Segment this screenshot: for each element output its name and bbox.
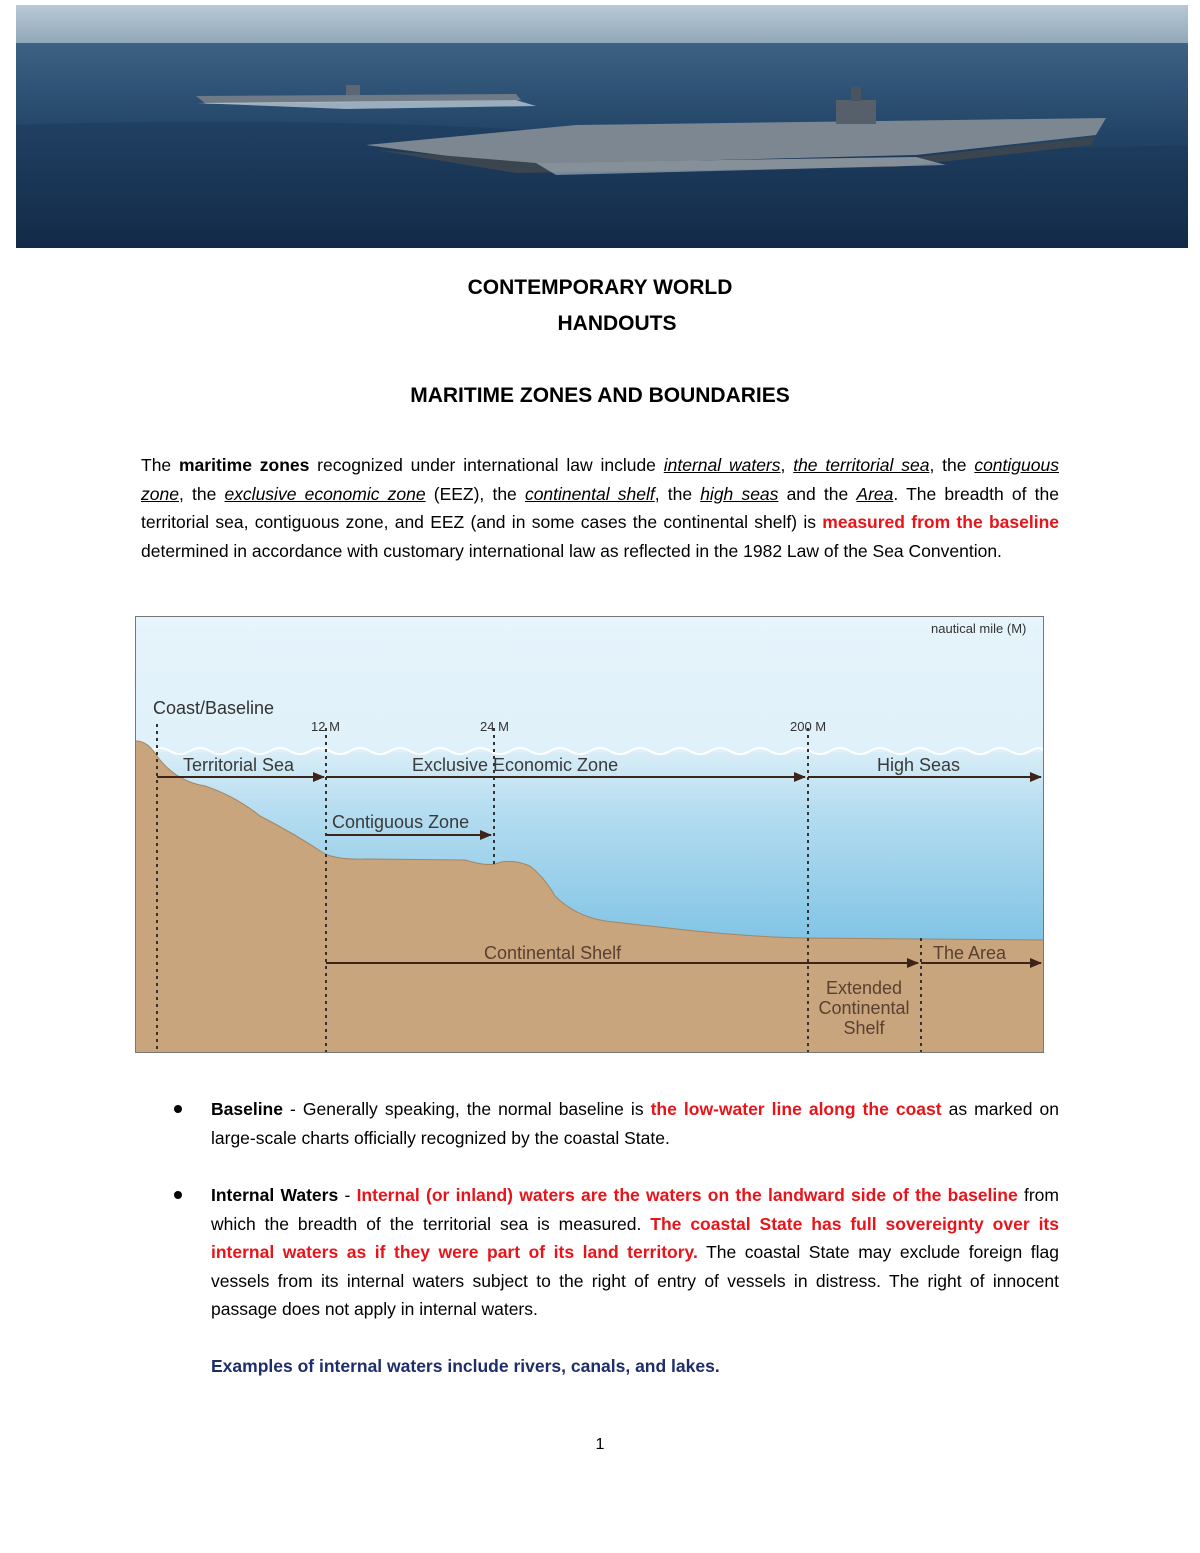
contiguous-zone-label: Contiguous Zone (332, 812, 470, 832)
term-high-seas: high seas (700, 483, 779, 504)
mark-24m: 24 M (480, 719, 509, 734)
maritime-zones-diagram (135, 616, 1044, 1053)
banner-image (16, 5, 1188, 248)
topic-heading: MARITIME ZONES AND BOUNDARIES (410, 384, 790, 407)
extended-label-1: Extended (825, 978, 903, 998)
course-title: CONTEMPORARY WORLD (467, 276, 733, 299)
the-area-label: The Area (933, 943, 1007, 963)
handouts-subtitle: HANDOUTS (557, 312, 677, 335)
internal-waters-bullet: Internal Waters - Internal (or inland) waters are the waters on the landward side of the baseline from which the breadth of the territorial sea is measured. The coastal State has full sovereignty over its internal waters as if they were part of its land territory. The coastal State may exclude foreign flag vessels from its internal waters subject to the right of entry of vessels in distress. The right of innocent passage does not apply in internal waters. (211, 1185, 1059, 1319)
bullet-dot (174, 1105, 182, 1113)
page-number: 1 (595, 1436, 605, 1453)
territorial-sea-label: Territorial Sea (183, 755, 295, 775)
continental-shelf-label: Continental Shelf (484, 943, 622, 963)
term-area: Area (856, 483, 894, 504)
unit-label: nautical mile (M) (931, 621, 1027, 636)
baseline-bullet: Baseline - Generally speaking, the normal baseline is the low-water line along the coast as marked on large-scale charts officially recognized by the coastal State. (211, 1099, 1059, 1148)
term-territorial-sea: the territorial sea (793, 455, 930, 475)
extended-label-3: Shelf (843, 1018, 885, 1038)
coast-label: Coast/Baseline (153, 698, 275, 718)
high-seas-label: High Seas (877, 755, 961, 775)
term-eez: exclusive economic zone (224, 483, 426, 504)
eez-label: Exclusive Economic Zone (412, 755, 619, 775)
bullet-dot (174, 1191, 182, 1199)
intro-paragraph: The maritime zones recognized under international law include internal waters, the territorial sea, the contiguous zone, the exclusive economic zone (EEZ), the continental shelf, the high seas and the Area. The breadth of the territorial sea, contiguous zone, and EEZ (and in some cases the continental shelf) is measured from the baseline determined in accordance with customary international law as reflected in the 1982 Law of the Sea Convention. (141, 455, 1059, 561)
internal-waters-examples: Examples of internal waters include rivers, canals, and lakes. (211, 1356, 720, 1376)
mark-200m: 200 M (790, 719, 827, 734)
extended-label-2: Continental (818, 998, 910, 1018)
term-contiguous-zone: contiguous zone (141, 455, 1059, 504)
term-internal-waters: internal waters (663, 455, 781, 475)
mark-12m: 12 M (311, 719, 340, 734)
term-continental-shelf: continental shelf (524, 483, 655, 504)
